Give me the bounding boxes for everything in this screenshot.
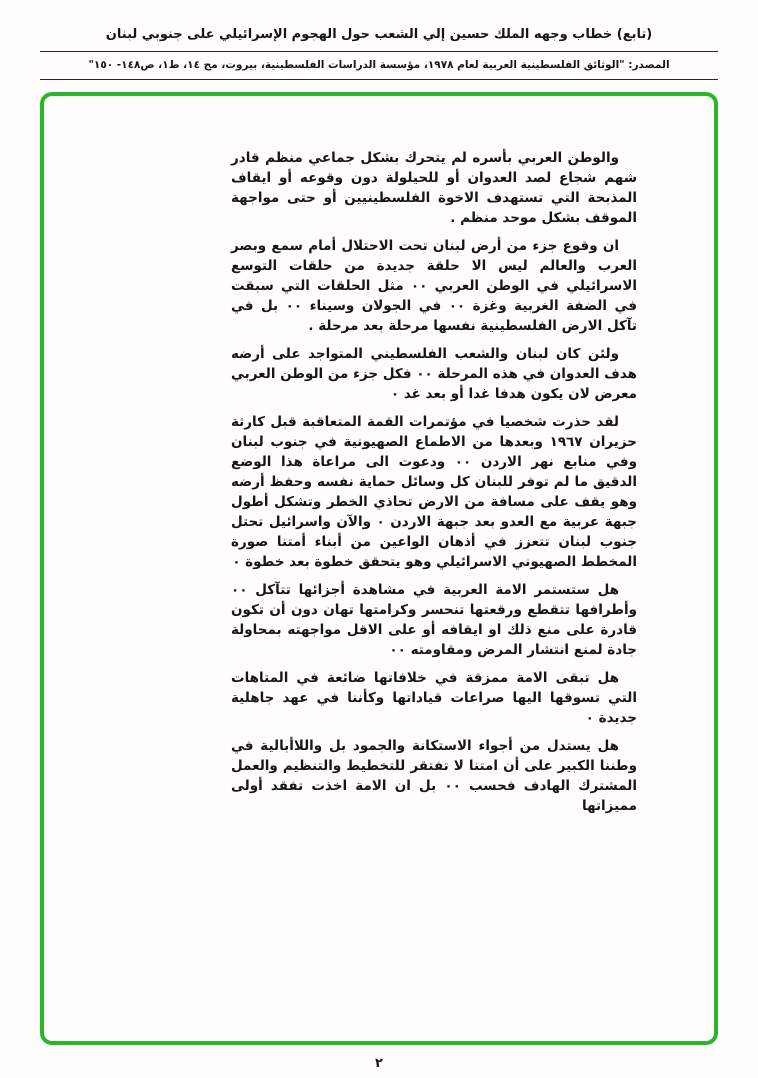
header-rule-bottom <box>40 79 718 80</box>
paragraph: هل يستدل من أجواء الاستكانة والجمود بل واللاأبالية في وطننا الكبير على أن امتنا لا تفتقر للتخطيط والتنظيم والعمل المشترك الهادف فحسب ٠٠ بل ان الامة اخذت تفقد أولى مميزاتها <box>231 738 637 814</box>
body-text <box>231 148 637 824</box>
paragraph: هل ستستمر الامة العربية في مشاهدة أجزائها تتآكل ٠٠ وأطرافها تتقطع ورقعتها تنحسر وكرامتها تهان دون أن تكون قادرة على منع ذلك او ايقافه أو على الاقل مواجهته بمحاولة جادة لمنع انتشار المرض ومقاومته ٠٠ <box>231 582 637 658</box>
document-title: (تابع) خطاب وجهه الملك حسين إلي الشعب حول الهجوم الإسرائيلي على جنوبي لبنان <box>105 27 653 42</box>
paragraph: هل تبقى الامة ممزقة في خلافاتها ضائعة في المتاهات التي تسوقها اليها صراعات قياداتها وكأننا في عهد جاهلية جديدة ٠ <box>231 670 637 726</box>
page-header <box>40 0 718 80</box>
page-number: ٢ <box>375 1056 383 1071</box>
paragraph: والوطن العربي بأسره لم يتحرك بشكل جماعي منظم قادر شهم شجاع لصد العدوان أو للحيلولة دون وقوعه أو ايقاف المذبحة التي تستهدف الاخوة الفلسطينيين أو حتى مواجهة الموقف بشكل موحد منظم . <box>231 150 637 226</box>
paragraph: ان وقوع جزء من أرض لبنان تحت الاحتلال أمام سمع وبصر العرب والعالم ليس الا حلقة جديدة من حلقات التوسع الاسرائيلي في الوطن العربي ٠٠ مثل الحلقات التي سبقت في الضفة الغربية وغزة ٠٠ في الجولان وسيناء ٠٠ بل في تآكل الارض الفلسطينية نفسها مرحلة بعد مرحلة . <box>231 238 637 334</box>
paragraph: ولئن كان لبنان والشعب الفلسطيني المتواجد على أرضه هدف العدوان في هذه المرحلة ٠٠ فكل جزء من الوطن العربي معرض لان يكون هدفا غدا أو بعد غد ٠ <box>231 346 637 402</box>
document-source: المصدر: "الوثائق الفلسطينية العربية لعام ١٩٧٨، مؤسسة الدراسات الفلسطينية، بيروت، مج ١٤، ط١، ص١٤٨- ١٥٠" <box>88 59 670 71</box>
green-border-frame <box>40 92 718 1045</box>
paragraph: لقد حذرت شخصيا في مؤتمرات القمة المتعاقبة قبل كارثة حزيران ١٩٦٧ وبعدها من الاطماع الصهيونية في جنوب لبنان وفي منابع نهر الاردن ٠٠ ودعوت الى مراعاة هذا الوضع الدقيق ما لم توفر للبنان كل وسائل حماية نفسه وحفظ أرضه وهو يقف على مسافة من الارض تحاذي الخطر وتشكل أطول جبهة عربية مع العدو بعد جبهة الاردن ٠ والآن واسرائيل تحتل جنوب لبنان تتعزز في أذهان الواعين من أبناء أمتنا صورة المخطط الصهيوني الاسرائيلي وهو يتحقق خطوة بعد خطوة ٠ <box>231 414 637 570</box>
